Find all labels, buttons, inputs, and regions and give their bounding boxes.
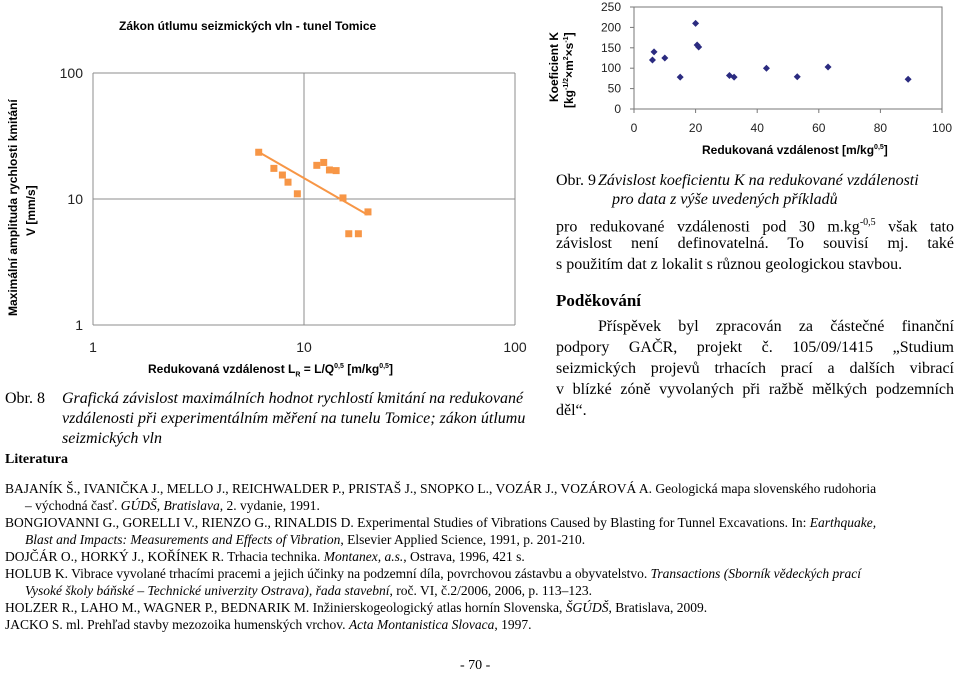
right-data-point — [825, 63, 832, 70]
left-x-tick-label: 1 — [89, 339, 97, 355]
left-xlabel-sup1: 0,5 — [334, 363, 344, 370]
ref-1-line2-pre: – východná časť. — [25, 498, 121, 513]
ref-3-pre: DOJČÁR O., HORKÝ J., KOŘÍNEK R. Trhacia technika. — [5, 549, 324, 564]
left-data-point — [294, 190, 301, 197]
left-data-point — [255, 149, 262, 156]
left-data-point — [279, 172, 286, 179]
left-xlabel-end: [m/kg — [343, 362, 380, 376]
left-data-point — [345, 230, 352, 237]
left-chart-title: Zákon útlumu seizmických vln - tunel Tomice — [119, 19, 377, 33]
ref-6-it: Acta Montanistica Slovaca — [348, 617, 495, 632]
left-data-point — [313, 162, 320, 169]
ref-4-line1 — [5, 565, 861, 582]
ref-2-line1-it: Earthquake, — [809, 515, 877, 530]
body-para-line1-post: však tato — [875, 218, 954, 236]
fig8-caption-line1: Grafická závislost maximálních hodnot rychlostí kmitání na redukované — [62, 390, 524, 407]
ref-5-pre: HOLZER R., LAHO M., WAGNER P., BEDNARIK M. Inžinierskogeologický atlas hornín Slovenska, — [5, 600, 566, 615]
right-xlabel-close: ] — [883, 143, 888, 157]
ref-6 — [5, 616, 532, 633]
left-chart — [40, 55, 540, 367]
left-xlabel-mid: = L/Q — [300, 362, 335, 376]
fig9-caption-line1: Závislost koeficientu K na redukované vzdálenosti — [598, 172, 919, 189]
left-xlabel-sup2: 0,5 — [379, 363, 389, 370]
ref-5-it: ŠGÚDŠ — [565, 600, 609, 615]
fig9-caption-line2: pro data z výše uvedených příkladů — [612, 191, 838, 208]
page-number: - 70 - — [460, 658, 491, 673]
body-para-line1-pre: pro redukované vzdálenosti pod 30 m.kg — [556, 218, 860, 236]
right-chart — [590, 0, 960, 140]
ref-4-line1-it: Transactions (Sborník vědeckých prací — [650, 566, 861, 581]
left-xlabel-main: Redukovaná vzdálenost L — [148, 362, 296, 376]
ref-6-pre: JACKO S. ml. Prehľad stavby mezozoika humenských vrchov. — [5, 617, 349, 632]
right-chart-ylabel-line1: Koeficient K — [547, 31, 561, 102]
references-heading: Literatura — [5, 452, 68, 467]
fig8-caption-line2: vzdálenosti při experimentálním měření na tunelu Tomice; zákon útlumu — [62, 410, 526, 427]
right-chart-xlabel — [702, 143, 888, 157]
right-data-point — [661, 55, 668, 62]
ref-5-post: , Bratislava, 2009. — [608, 600, 708, 615]
ref-1-line1: BAJANÍK Š., IVANIČKA J., MELLO J., REICHWALDER P., PRISTAŠ J., SNOPKO L., VOZÁR J., VOZÁROVÁ A. Geologická mapa slovenského rudohoria — [5, 481, 877, 496]
left-xlabel-close: ] — [388, 362, 393, 376]
right-data-point — [794, 73, 801, 80]
ack-line4: v blízké zóně vyvolaných při ražbě mělkých podzemních — [556, 381, 954, 398]
fig9-label: Obr. 9 — [556, 172, 596, 189]
right-xlabel-main: Redukovaná vzdálenost [m/kg — [702, 143, 875, 157]
left-chart-ylabel-line2: V [mm/s] — [24, 185, 38, 236]
right-x-tick-label: 100 — [931, 121, 953, 135]
ref-1-line2-it: GÚDŠ, Bratislava — [120, 498, 220, 513]
body-para-line1-sup: -0,5 — [859, 217, 876, 228]
left-x-tick-label: 100 — [503, 339, 527, 355]
ref-1-line2 — [25, 497, 320, 514]
left-data-point — [355, 230, 362, 237]
body-para-line3: s použitím dat z lokalit s různou geologickou stavbou. — [556, 256, 903, 273]
ref-2-line2-it: Blast and Impacts: Measurements and Effects of Vibration — [25, 532, 341, 547]
right-plot-area — [634, 7, 942, 109]
left-data-point — [320, 159, 327, 166]
right-chart-ylabel-line2: $[kg^{-1/2}\times m^2\times s^{-1}]$ — [562, 32, 576, 108]
ref-2-line2-post: , Elsevier Applied Science, 1991, p. 201-210. — [340, 532, 586, 547]
right-data-point — [763, 65, 770, 72]
ref-5 — [5, 599, 707, 616]
ref-4-line2 — [25, 582, 592, 599]
ref-3-post: , Ostrava, 1996, 421 s. — [403, 549, 525, 564]
left-data-point — [339, 194, 346, 201]
right-data-point — [677, 74, 684, 81]
right-xlabel-sup: 0,5 — [874, 144, 884, 151]
ref-3-it: Montanex, a.s. — [323, 549, 404, 564]
left-x-tick-label: 10 — [296, 339, 312, 355]
ref-2-line1-pre: BONGIOVANNI G., GORELLI V., RIENZO G., RINALDIS D. Experimental Studies of Vibrations Caused by Blasting for Tunnel Excavations. In: — [5, 515, 810, 530]
right-y-tick-label: 200 — [600, 20, 621, 35]
left-data-point — [270, 165, 277, 172]
right-x-tick-label: 80 — [873, 121, 888, 135]
right-data-point — [651, 48, 658, 55]
ack-line1: Příspěvek byl zpracován za částečné finanční — [598, 318, 954, 335]
ref-4-line1-pre: HOLUB K. Vibrace vyvolané trhacími pracemi a jejich účinky na podzemní díla, povrchovou zástavbu a obyvatelstvo. — [5, 566, 651, 581]
left-chart-ylabel-line1: Maximální amplituda rychlosti kmitání — [6, 99, 20, 316]
right-data-point — [905, 76, 912, 83]
ref-4-line2-post: , roč. VI, č.2/2006, 2006, p. 113–123. — [389, 583, 593, 598]
right-data-point — [649, 57, 656, 64]
left-data-point — [326, 166, 333, 173]
ref-2-line2 — [25, 531, 585, 548]
ack-heading: Poděkování — [556, 291, 642, 310]
right-x-tick-label: 0 — [630, 121, 638, 135]
left-y-tick-label: 10 — [67, 191, 83, 207]
left-chart-xlabel — [148, 362, 393, 378]
right-data-point — [692, 20, 699, 27]
left-y-tick-label: 100 — [59, 65, 83, 81]
right-x-tick-label: 60 — [812, 121, 826, 135]
body-para-line2: závislost není definovatelná. To souvisí mj. také — [556, 235, 954, 252]
right-x-tick-label: 40 — [750, 121, 764, 135]
left-data-point — [285, 179, 292, 186]
right-y-tick-label: 250 — [600, 0, 621, 14]
ack-line2: podpory GAČR, projekt č. 105/09/1415 „Studium — [556, 339, 954, 356]
right-y-tick-label: 100 — [600, 61, 621, 76]
ref-2-line1 — [5, 514, 876, 531]
fig8-caption-line3: seizmických vln — [62, 430, 162, 447]
left-y-tick-label: 1 — [75, 317, 83, 333]
left-data-point — [364, 208, 371, 215]
right-y-tick-label: 150 — [600, 40, 621, 55]
ack-line5: děl“. — [556, 402, 587, 419]
ref-4-line2-it: Vysoké školy báňské – Technické univerzity Ostrava), řada stavební — [25, 583, 390, 598]
ref-3 — [5, 548, 525, 565]
right-y-tick-label: 0 — [614, 102, 621, 116]
right-x-tick-label: 20 — [688, 121, 703, 135]
left-xlabel-sub: R — [295, 371, 301, 379]
left-data-point — [333, 167, 340, 174]
ack-line3: seizmických projevů trhacích prací a dalších vibrací — [556, 360, 954, 377]
ref-6-post: , 1997. — [494, 617, 532, 632]
fig8-label: Obr. 8 — [5, 390, 45, 407]
right-y-tick-label: 50 — [607, 81, 621, 96]
left-trendline — [257, 151, 367, 215]
ref-1-line2-post: , 2. vydanie, 1991. — [219, 498, 320, 513]
